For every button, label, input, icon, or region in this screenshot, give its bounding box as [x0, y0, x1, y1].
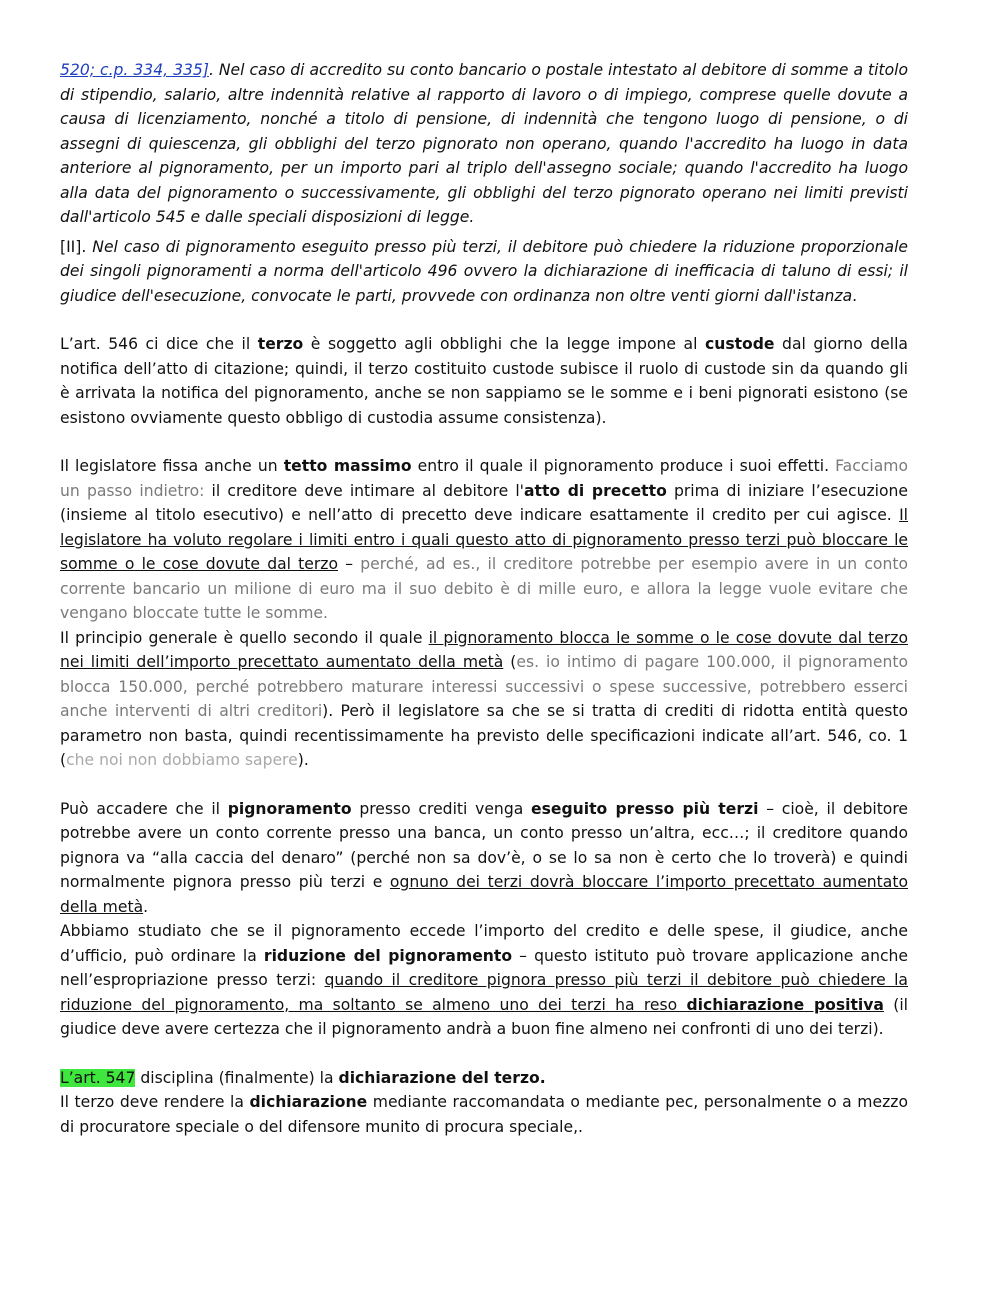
bold-term: dichiarazione del terzo. — [338, 1068, 546, 1087]
underlined-text: il pignoramento blocca le somme o le cose dovute dal terzo nei limiti dell’importo precettato aumentato della metà — [60, 628, 908, 671]
grey-note: perché, ad es., il creditore potrebbe per esempio avere in un conto corrente bancario un milione di euro ma il suo debito è di mille euro, e allora la legge vuole evitare che vengano bloccate tutte le somme. — [60, 555, 908, 622]
bold-term: pignoramento — [227, 799, 352, 818]
grey-note: es. io intimo di pagare 100.000, il pignoramento blocca 150.000, perché potrebbero maturare interessi successivi o spese successive, potrebbero esserci anche interventi di altri creditori — [60, 653, 908, 720]
paragraph-article-text-1 — [60, 58, 908, 230]
paragraph-principio-generale: Il principio generale è quello secondo il quale il pignoramento blocca le somme o le cose dovute dal terzo nei limiti dell’importo precettato aumentato della metà (es. io intimo di pagare 100.000, il pignoramento blocca 150.000, perché potrebbero maturare interessi successivi o spese successive, potrebbero esserci anche interventi di altri creditori). Però il legislatore sa che se si tratta di crediti di ridotta entità questo parametro non basta, quindi recentissimamente ha previsto delle specificazioni indicate all’art. 546, co. 1 (che noi non dobbiamo sapere). — [60, 628, 908, 769]
article-text: . Nel caso di accredito su conto bancario o postale intestato al debitore di somme a titolo di stipendio, salario, altre indennità relative al rapporto di lavoro o di impiego, comprese quelle dovute a causa di licenziamento, nonché a titolo di pensione, di indennità che tengono luogo di pensione, o di assegni di quiescenza, gli obblighi del terzo pignorato non operano, quando l'accredito ha luogo in data anteriore al pignoramento, per un importo pari al triplo dell'assegno sociale; quando l'accredito ha luogo alla data del pignoramento o successivamente, gli obblighi del terzo pignorato operano nei limiti previsti dall'articolo 545 e dalle speciali disposizioni di legge. — [60, 61, 908, 226]
bold-term: atto di precetto — [523, 481, 667, 500]
paragraph-dichiarazione: Il terzo deve rendere la dichiarazione mediante raccomandata o mediante pec, personalmente o a mezzo di procuratore speciale o del difensore munito di procura speciale,. — [60, 1093, 908, 1136]
bold-term: eseguito presso più terzi — [531, 799, 759, 818]
bold-term: custode — [704, 335, 775, 353]
paragraph-article-text-2: [II]. Nel caso di pignoramento eseguito presso più terzi, il debitore può chiedere la riduzione proporzionale dei singoli pignoramenti a norma dell'articolo 496 ovvero la dichiarazione di inefficacia di taluno di essi; il giudice dell'esecuzione, convocate le parti, provvede con ordinanza non oltre venti giorni dall'istanza. — [60, 237, 909, 305]
article-text: Nel caso di pignoramento eseguito presso più terzi, il debitore può chiedere la riduzione proporzionale dei singoli pignoramenti a norma dell'articolo 496 ovvero la dichiarazione di inefficacia di taluno di essi; il giudice dell'esecuzione, convocate le parti, provvede con ordinanza non oltre venti giorni dall'istanza — [60, 237, 909, 305]
paragraph-tetto-massimo: Il legislatore fissa anche un tetto massimo entro il quale il pignoramento produce i suoi effetti. Facciamo un passo indietro: il creditore deve intimare al debitore l'atto di precetto prima di iniziare l’esecuzione (insieme al titolo esecutivo) e nell’atto di precetto deve indicare esattamente il credito per cui agisce. Il legislatore ha voluto regolare i limiti entro i quali questo atto di pignoramento presso terzi può bloccare le somme o le cose dovute dal terzo – perché, ad es., il creditore potrebbe per esempio avere in un conto corrente bancario un milione di euro ma il suo debito è di mille euro, e allora la legge vuole evitare che vengano bloccate tutte le somme. — [60, 457, 909, 622]
paragraph-marker: [II]. — [60, 237, 93, 256]
highlighted-text: L’art. 547 — [60, 1068, 136, 1087]
bold-term: dichiarazione — [249, 1093, 368, 1111]
grey-note: Facciamo un passo indietro: — [60, 457, 908, 500]
bold-term: terzo — [257, 335, 304, 353]
paragraph-riduzione: Abbiamo studiato che se il pignoramento eccede l’importo del credito e delle spese, il giudice, anche d’ufficio, può ordinare la riduzione del pignoramento – questo istituto può trovare applicazione anche nell’espropriazione presso terzi: quando il creditore pignora presso più terzi il debitore può chiedere la riduzione del pignoramento, ma soltanto se almeno uno dei terzi ha reso dichiarazione positiva (il giudice deve avere certezza che il pignoramento andrà a buon fine almeno nei confronti di uno dei terzi). — [60, 922, 908, 1038]
paragraph-piu-terzi: Può accadere che il pignoramento presso crediti venga eseguito presso più terzi – cioè, il debitore potrebbe avere un conto corrente presso una banca, un conto presso un’altra, ecc…; il creditore quando pignora va “alla caccia del denaro” (perché non sa dov’è, o se lo sa non è certo che lo troverà) e quindi normalmente pignora presso più terzi e ognuno dei terzi dovrà bloccare l’importo precettato aumentato della metà. — [60, 799, 909, 916]
underlined-text: quando il creditore pignora presso più terzi il debitore può chiedere la riduzione del pignoramento, ma soltanto se almeno uno dei terzi ha reso — [60, 971, 908, 1014]
light-grey-note: che noi non dobbiamo sapere — [66, 751, 298, 769]
paragraph-art-546: L’art. 546 ci dice che il terzo è soggetto agli obblighi che la legge impone al custode dal giorno della notifica dell’atto di citazione; quindi, il terzo costituito custode subisce il ruolo di custode sin da quando gli è arrivata la notifica del pignoramento, anche se non sappiamo se le somme e i beni pignorati esistono (se esistono ovviamente questo obbligo di custodia assume consistenza). — [60, 335, 908, 427]
paragraph-art-547: L’art. 547 disciplina (finalmente) la dichiarazione del terzo. — [60, 1068, 546, 1087]
bold-underlined-term: dichiarazione positiva — [686, 995, 884, 1014]
article-reference-link[interactable]: 520; c.p. 334, 335] — [60, 61, 209, 79]
bold-term: riduzione del pignoramento — [263, 946, 513, 965]
bold-term: tetto massimo — [283, 457, 412, 475]
underlined-text: ognuno dei terzi dovrà bloccare l’importo precettato aumentato della metà — [60, 873, 908, 916]
underlined-text: Il legislatore ha voluto regolare i limiti entro i quali questo atto di pignoramento presso terzi può bloccare le somme o le cose dovute dal terzo — [60, 506, 908, 573]
